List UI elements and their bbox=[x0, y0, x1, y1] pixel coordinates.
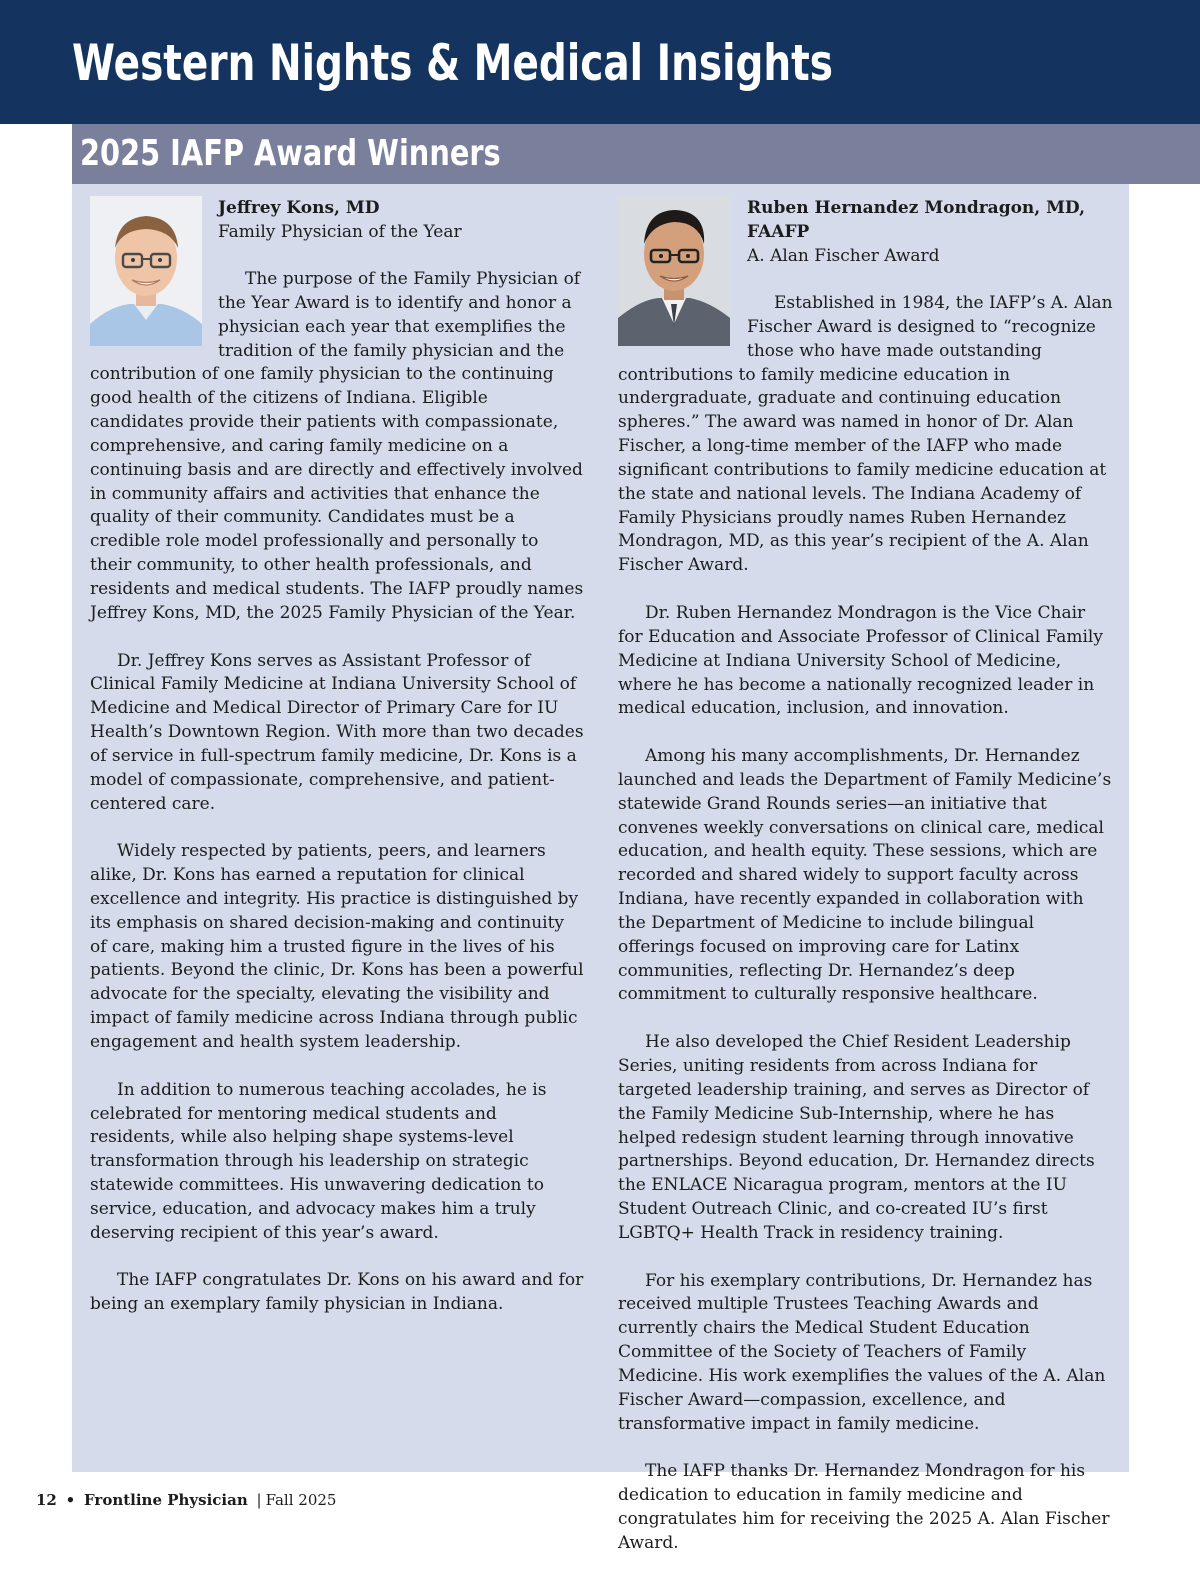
body-paragraph: For his exemplary contributions, Dr. Hernandez has received multiple Trustees Teaching Awards and currently chairs the Medical Student Education Committee of the Society of Teachers of Family Medicine. His work exemplifies the values of the A. Alan Fischer Award—compassion, excellence, and transformative impact in family medicine. bbox=[618, 1270, 1106, 1434]
body-paragraph: The IAFP congratulates Dr. Kons on his award and for being an exemplary family physician in Indiana. bbox=[90, 1270, 584, 1315]
right-column bbox=[618, 196, 1113, 1580]
section-banner bbox=[72, 124, 1200, 184]
body-paragraph: Dr. Jeffrey Kons serves as Assistant Professor of Clinical Family Medicine at Indiana University School of Medicine and Medical Director of Primary Care for IU Health’s Downtown Region. With more than two decades of service in full-spectrum family medicine, Dr. Kons is a model of compassionate, comprehensive, and patient-centered care. bbox=[90, 650, 584, 814]
award-title: A. Alan Fischer Award bbox=[747, 246, 940, 266]
page-title: Western Nights & Medical Insights bbox=[72, 34, 833, 92]
body-paragraph: He also developed the Chief Resident Leadership Series, uniting residents from across Indiana for targeted leadership training, and serves as Director of the Family Medicine Sub-Internship, where he has helped redesign student learning through innovative partnerships. Beyond education, Dr. Hernandez directs the ENLACE Nicaragua program, mentors at the IU Student Outreach Clinic, and co-created IU’s first LGBTQ+ Health Track in residency training. bbox=[618, 1032, 1095, 1243]
body-paragraph: The purpose of the Family Physician of the Year Award is to identify and honor a physician each year that exemplifies the tradition of the family physician and the contribution of one family physician to the continuing good health of the citizens of Indiana. Eligible candidates provide their patients with compassionate, comprehensive, and caring family medicine on a continuing basis and are directly and effectively involved in community affairs and activities that enhance the quality of their community. Candidates must be a credible role model professionally and personally to their community, to other health professionals, and residents and medical students. The IAFP proudly names Jeffrey Kons, MD, the 2025 Family Physician of the Year. bbox=[90, 269, 584, 623]
winner-name: Jeffrey Kons, MD bbox=[218, 198, 380, 218]
body-paragraph: Established in 1984, the IAFP’s A. Alan Fischer Award is designed to “recognize those who have made outstanding contributions to family medicine education in undergraduate, graduate and continuing education spheres.” The award was named in honor of Dr. Alan Fischer, a long-time member of the IAFP who made significant contributions to family medicine education at the state and national levels. The Indiana Academy of Family Physicians proudly names Ruben Hernandez Mondragon, MD, as this year’s recipient of the A. Alan Fischer Award. bbox=[618, 293, 1113, 576]
winner-name: Ruben Hernandez Mondragon, MD, FAAFP bbox=[747, 198, 1085, 242]
top-banner bbox=[0, 0, 1200, 124]
body-paragraph: The IAFP thanks Dr. Hernandez Mondragon for his dedication to education in family medicine and congratulates him for receiving the 2025 A. Alan Fischer Award. bbox=[618, 1461, 1110, 1553]
section-title: 2025 IAFP Award Winners bbox=[80, 133, 501, 174]
footer-bullet: • bbox=[65, 1491, 76, 1509]
footer-divider: | bbox=[256, 1491, 262, 1509]
portrait-ruben-hernandez-mondragon bbox=[618, 196, 730, 346]
body-paragraph: Widely respected by patients, peers, and learners alike, Dr. Kons has earned a reputation for clinical excellence and integrity. His practice is distinguished by its emphasis on shared decision-making and continuity of care, making him a trusted figure in the lives of his patients. Beyond the clinic, Dr. Kons has been a powerful advocate for the specialty, elevating the visibility and impact of family medicine across Indiana through public engagement and health system leadership. bbox=[90, 841, 584, 1052]
portrait-jeffrey-kons bbox=[90, 196, 202, 346]
body-paragraph: Among his many accomplishments, Dr. Hernandez launched and leads the Department of Family Medicine’s statewide Grand Rounds series—an initiative that convenes weekly conversations on clinical care, medical education, and health equity. These sessions, which are recorded and shared widely to support faculty across Indiana, have recently expanded in collaboration with the Department of Medicine to include bilingual offerings focused on improving care for Latinx communities, reflecting Dr. Hernandez’s deep commitment to culturally responsive healthcare. bbox=[618, 746, 1112, 1005]
award-title: Family Physician of the Year bbox=[218, 222, 462, 242]
page-number: 12 bbox=[36, 1491, 57, 1509]
left-column bbox=[90, 196, 585, 1341]
body-paragraph: In addition to numerous teaching accolades, he is celebrated for mentoring medical students and residents, while also helping shape systems-level transformation through his leadership on strategic statewide committees. His unwavering dedication to service, education, and advocacy makes him a truly deserving recipient of this year’s award. bbox=[90, 1079, 547, 1243]
body-paragraph: Dr. Ruben Hernandez Mondragon is the Vice Chair for Education and Associate Professor of Clinical Family Medicine at Indiana University School of Medicine, where he has become a nationally recognized leader in medical education, inclusion, and innovation. bbox=[618, 602, 1103, 719]
page-footer bbox=[36, 1490, 336, 1510]
publication-name: Frontline Physician bbox=[84, 1491, 248, 1509]
issue-date: Fall 2025 bbox=[265, 1491, 337, 1509]
